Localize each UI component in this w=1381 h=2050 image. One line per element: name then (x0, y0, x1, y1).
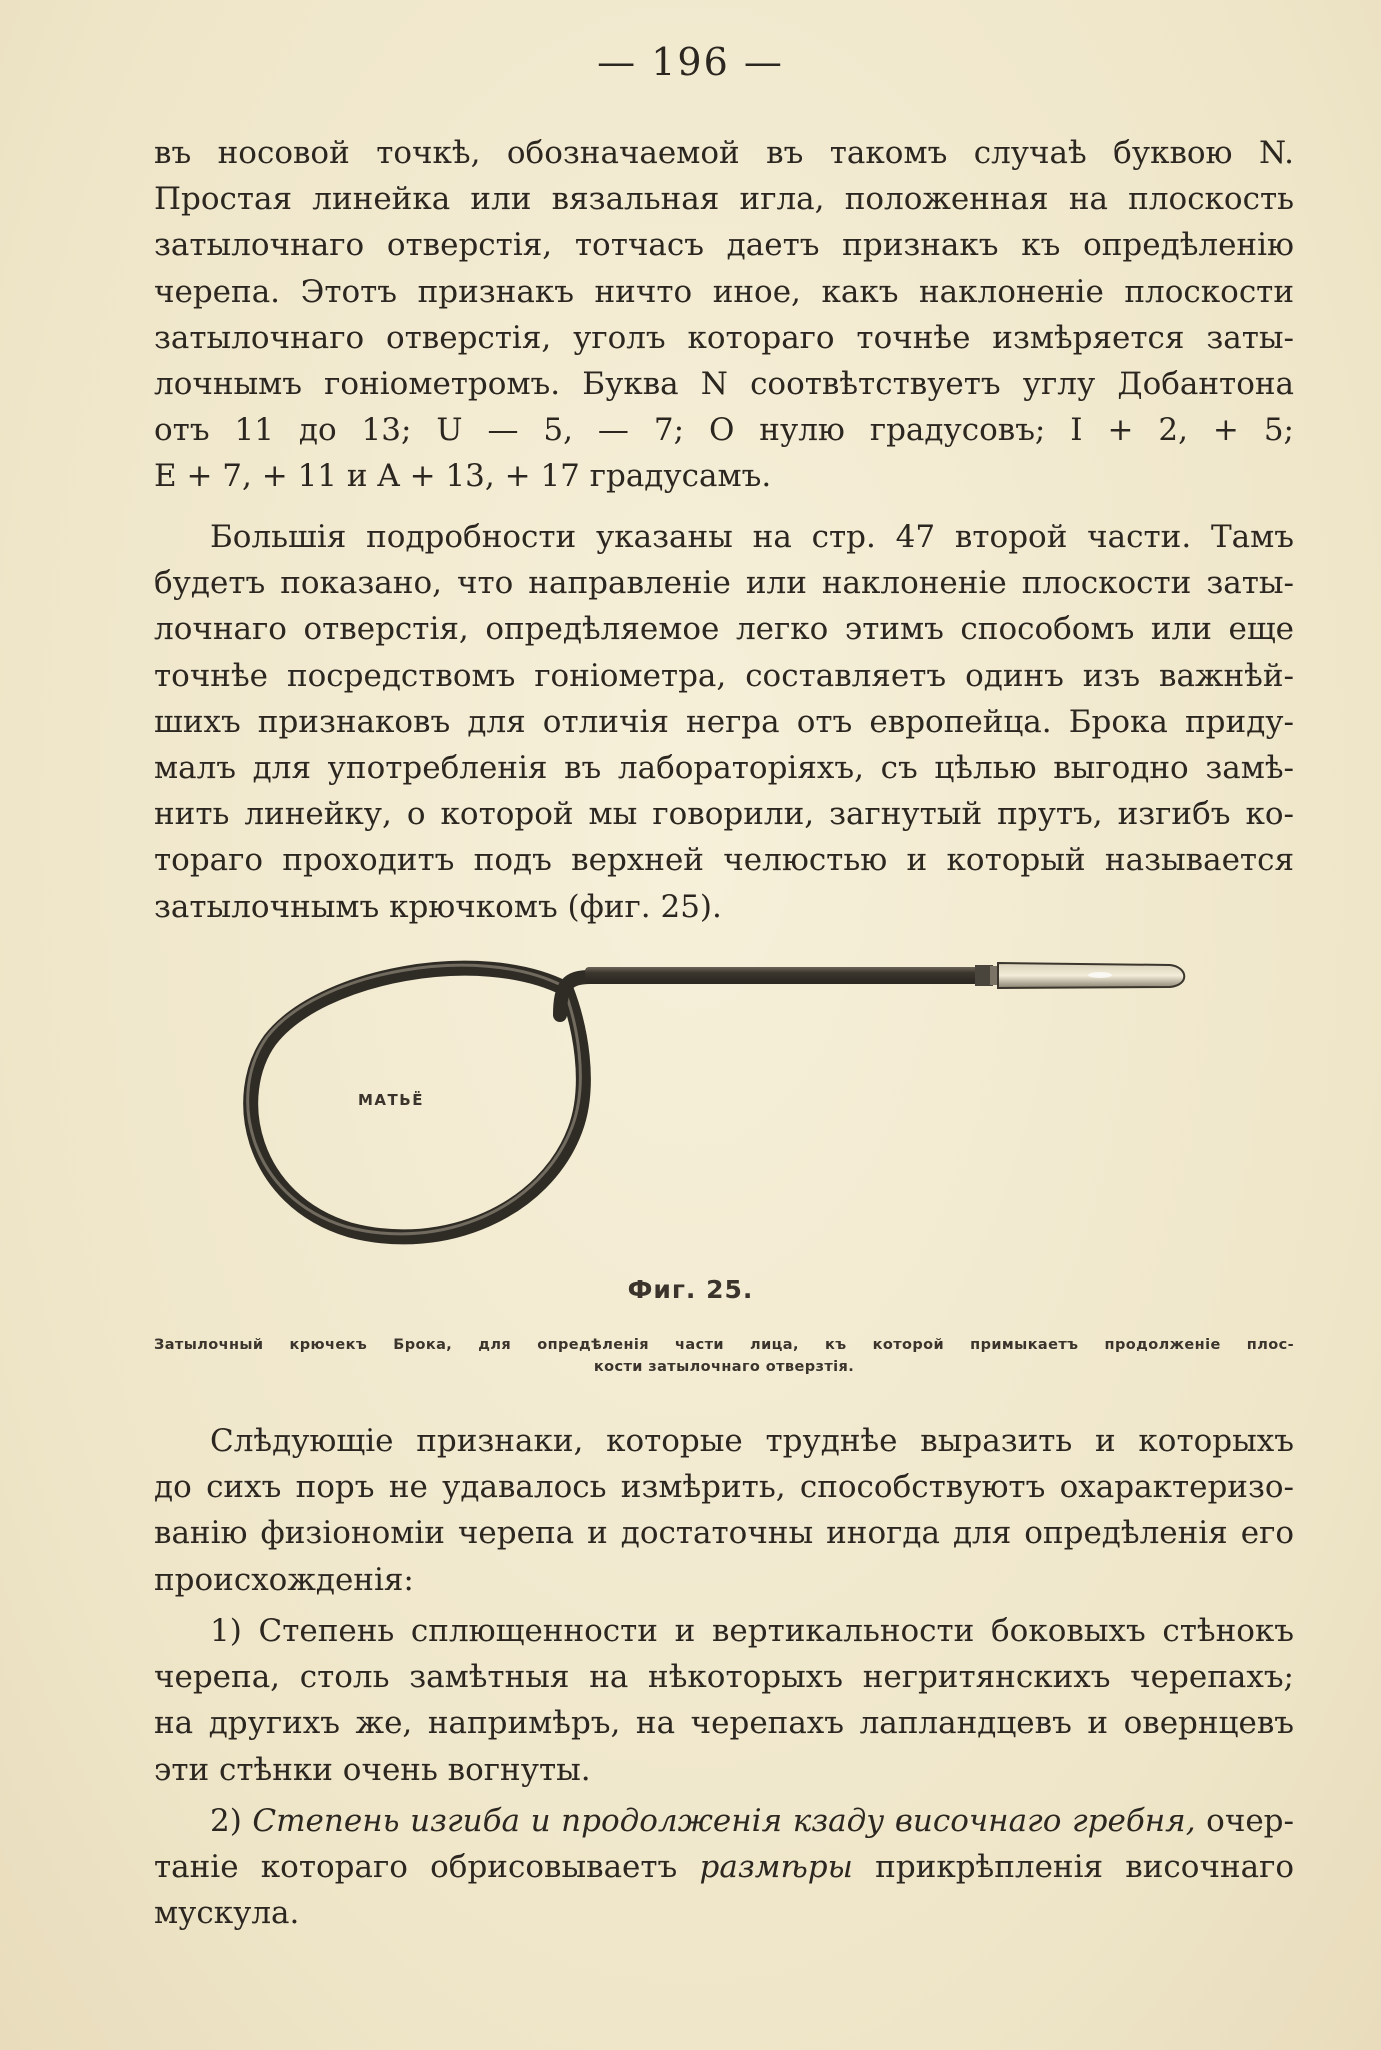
text-line: на другихъ же, напримѣръ, на черепахъ лапландцевъ и овернцевъ (154, 1705, 1294, 1742)
text-line: Большія подробности указаны на стр. 47 второй части. Тамъ (210, 519, 1294, 555)
text-line: затылочнаго отверстія, уголъ котораго точнѣе измѣряется заты- (154, 319, 1294, 356)
text-line: 1) Степень сплющенности и вертикальности боковыхъ стѣнокъ (210, 1613, 1294, 1649)
text-line: черепа, столь замѣтныя на нѣкоторыхъ негритянскихъ черепахъ; (154, 1659, 1294, 1696)
caption-line: Затылочный крючекъ Брока, для опредѣленія части лица, къ которой примыкаетъ продолженіе плос- (154, 1337, 1294, 1353)
text-line: затылочнаго отверстія, тотчасъ даетъ признакъ къ опредѣленію (154, 227, 1294, 264)
text-line: до сихъ поръ не удавалось измѣрить, способствуютъ охарактеризо- (154, 1469, 1294, 1506)
text-line: Простая линейка или вязальная игла, положенная на плоскость (154, 181, 1294, 218)
text-line: малъ для употребленія въ лабораторіяхъ, съ цѣлью выгодно замѣ- (154, 750, 1294, 787)
text-fragment: 2) (210, 1803, 253, 1839)
text-fragment: прикрѣпленія височнаго (852, 1849, 1294, 1886)
text-line: шихъ признаковъ для отличія негра отъ европейца. Брока приду- (154, 703, 1294, 740)
text-line: происхожденія: (154, 1561, 414, 1598)
caption-line: кости затылочнаго отверзтія. (593, 1359, 855, 1375)
text-line: нить линейку, о которой мы говорили, загнутый прутъ, изгибъ ко- (154, 796, 1294, 833)
text-line: лочнаго отверстія, опредѣляемое легко этимъ способомъ или еще (154, 611, 1294, 648)
figure-caption (154, 1334, 1294, 1378)
maker-stamp: МАТЬЁ (358, 1091, 424, 1109)
text-fragment: таніе котораго обрисовываетъ (154, 1849, 700, 1886)
text-line: E + 7, + 11 и A + 13, + 17 градусамъ. (154, 458, 772, 495)
paragraph-1 (154, 130, 1294, 500)
page-number: — 196 — (597, 40, 784, 84)
text-line: точнѣе посредствомъ гоніометра, составляетъ одинъ изъ важнѣй- (154, 657, 1294, 694)
text-line: отъ 11 до 13; U — 5, — 7; O нулю градусовъ; I + 2, + 5; (154, 412, 1294, 449)
occipital-hook-illustration (230, 955, 1210, 1265)
text-line: эти стѣнки очень вогнуты. (154, 1751, 591, 1788)
text-fragment: очер- (1195, 1803, 1294, 1839)
text-line: тораго проходитъ подъ верхней челюстью и который называется (154, 842, 1294, 879)
paragraph-2 (154, 514, 1294, 930)
figure-label: Фиг. 25. (627, 1275, 754, 1304)
text-line: будетъ показано, что направленіе или наклоненіе плоскости заты- (154, 565, 1294, 602)
text-line (154, 1798, 1294, 1844)
italic-text: размѣры (699, 1849, 853, 1886)
paragraph-4 (154, 1608, 1294, 1793)
paragraph-5 (154, 1798, 1294, 1937)
text-line: черепа. Этотъ признакъ ничто иное, какъ наклоненіе плоскости (154, 273, 1294, 310)
text-line: ванію физіономіи черепа и достаточны иногда для опредѣленія его (154, 1515, 1294, 1552)
text-line: мускула. (154, 1895, 300, 1932)
text-line: Слѣдующіе признаки, которые труднѣе выразить и которыхъ (210, 1423, 1294, 1459)
text-line: лочнымъ гоніометромъ. Буква N соотвѣтствуетъ углу Добантона (154, 366, 1294, 403)
paragraph-3 (154, 1418, 1294, 1603)
text-line: затылочнымъ крючкомъ (фиг. 25). (154, 888, 722, 925)
italic-text: Степень изгиба и продолженія кзаду височнаго гребня, (252, 1803, 1196, 1839)
text-line (154, 1844, 1294, 1890)
text-line: въ носовой точкѣ, обозначаемой въ такомъ случаѣ буквою N. (154, 135, 1294, 171)
